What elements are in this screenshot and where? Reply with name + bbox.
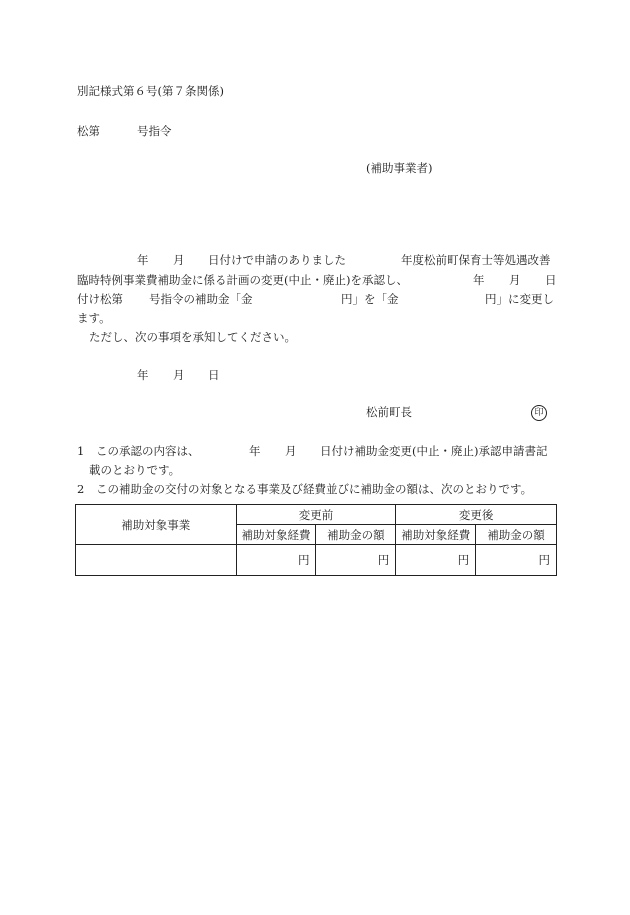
body-year-2: 年	[473, 273, 485, 287]
body-text-9: ただし、次の事項を承知してください。	[89, 330, 296, 344]
cell-after-expense[interactable]: 円	[396, 545, 476, 576]
header-before-amount: 補助金の額	[316, 525, 396, 545]
addressee: (補助事業者)	[366, 161, 433, 175]
condition-1-year: 年	[249, 444, 261, 458]
subsidy-table	[75, 504, 557, 576]
issuer: 松前町長	[366, 405, 412, 419]
condition-1-text-a: この承認の内容は、	[96, 444, 200, 458]
condition-1-text-c: 載のとおりです。	[89, 463, 181, 477]
cell-after-amount[interactable]: 円	[476, 545, 557, 576]
header-before: 変更前	[236, 505, 396, 525]
date-year: 年	[137, 368, 149, 382]
body-text-7: 円」に変更し	[485, 292, 554, 306]
header-after: 変更後	[396, 505, 557, 525]
body-month: 月	[173, 253, 185, 267]
body-text-2: 年度松前町保育士等処遇改善	[401, 253, 551, 267]
order-number-suffix: 号指令	[137, 124, 172, 138]
body-text-4: 付け松第	[77, 292, 123, 306]
cell-before-amount[interactable]: 円	[316, 545, 396, 576]
seal-mark: 印	[531, 405, 547, 421]
condition-2-number: 2	[77, 482, 85, 496]
date-month: 月	[173, 368, 185, 382]
form-title: 別記様式第６号(第７条関係)	[77, 84, 224, 98]
date-day: 日	[208, 368, 220, 382]
condition-2-text: この補助金の交付の対象となる事業及び経費並びに補助金の額は、次のとおりです。	[96, 482, 533, 496]
body-month-2: 月	[509, 273, 521, 287]
body-text-1: 日付けで申請のありました	[208, 253, 346, 267]
condition-1-text-b: 日付け補助金変更(中止・廃止)承認申請書記	[320, 444, 548, 458]
body-text-6: 円」を「金	[341, 292, 399, 306]
body-text-3: 臨時特例事業費補助金に係る計画の変更(中止・廃止)を承認し、	[77, 273, 408, 287]
body-year: 年	[137, 253, 149, 267]
body-text-8: ます。	[77, 311, 111, 325]
condition-1-number: 1	[77, 444, 85, 458]
condition-1-month: 月	[285, 444, 297, 458]
header-after-expense: 補助対象経費	[396, 525, 476, 545]
order-number-prefix: 松第	[77, 124, 100, 138]
header-after-amount: 補助金の額	[476, 525, 557, 545]
cell-before-expense[interactable]: 円	[236, 545, 316, 576]
body-day-2: 日	[545, 273, 557, 287]
header-before-expense: 補助対象経費	[236, 525, 316, 545]
table-row	[76, 545, 557, 576]
cell-project[interactable]	[76, 545, 237, 576]
header-project: 補助対象事業	[76, 505, 237, 545]
body-text-5: 号指令の補助金「金	[149, 292, 253, 306]
